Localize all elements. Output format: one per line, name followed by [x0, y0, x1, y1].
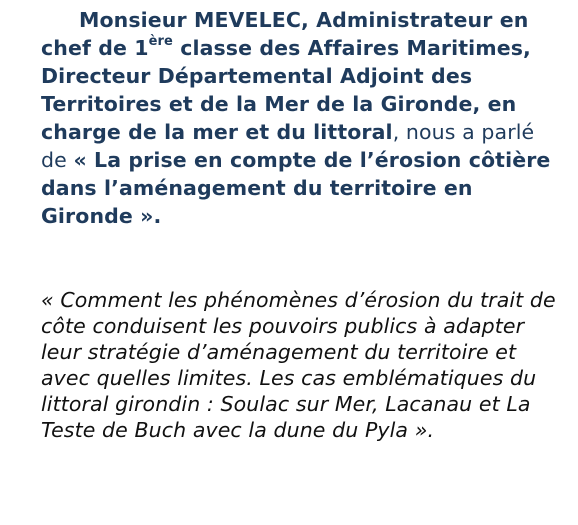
ordinal-superscript: ère	[148, 34, 173, 50]
intro-text-part2: classe des Affaires Maritimes, Directeur Départemental Adjoint des Territoires et de la Mer de la Gironde, en charge de la mer et du littoral	[41, 36, 531, 144]
intro-talk-title: « La prise en compte de l’érosion côtière dans l’aménagement du territoire en Gironde ».	[41, 148, 551, 228]
intro-paragraph	[41, 6, 561, 230]
intro-text-part1: Monsieur MEVELEC, Administrateur en chef de 1	[41, 8, 529, 60]
intro-text-part3: , nous a parlé de	[41, 120, 535, 172]
quote-paragraph: « Comment les phénomènes d’érosion du trait de côte conduisent les pouvoirs publics à adapter leur stratégie d’aménagement du territoire et avec quelles limites. Les cas emblématiques du littoral girondin : Soulac sur Mer, Lacanau et La Teste de Buch avec la dune du Pyla ».	[41, 288, 556, 442]
